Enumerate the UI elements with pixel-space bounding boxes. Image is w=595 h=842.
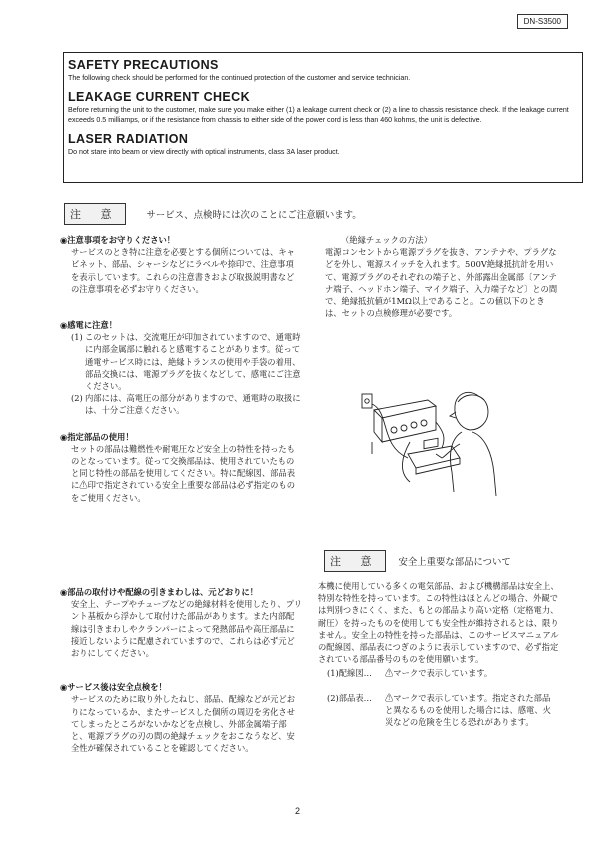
technician-illustration	[360, 372, 510, 500]
safety-precautions-text: The following check should be performed for the continued protection of the customer and service technician.	[68, 74, 411, 82]
left-column-top	[60, 234, 302, 504]
shock-item-2	[71, 392, 302, 416]
right-column-bottom	[318, 580, 562, 728]
insulation-check-title: （絶縁チェックの方法）	[341, 235, 433, 245]
laser-text: Do not stare into beam or view directly with optical instruments, class 3A laser product.	[68, 148, 340, 156]
mounting-title: ◉部品の取付けや配線の引きまわしは、元どおりに！	[60, 587, 259, 597]
inspection-body: サービスのために取り外したねじ、部品、配線などが元どおりになっているか、またサービスした個所の周辺を劣化させてしまったところがないかなどを点検し、外部金属端子部と、電源プラグの刃の間の絶縁チェックをおこなうなど、安全性が確保されていることを確認してください。	[71, 694, 296, 754]
shock-item-2-number: (2)	[71, 393, 83, 404]
wall-outlet	[362, 394, 372, 408]
important-parts-body: 本機に使用している多くの電気部品、および機構部品は安全上、特別な特性を持っています。この特性はほとんどの場合、外観では判別つきにくく、また、もとの部品より高い定格（定格電力、耐圧）を持ったものを使用しても安全性が維持されるとは、限りません。安全上の特性を持った部品は、このサービスマニュアルの配線図、部品表につぎのように表示していますので、必ず指定されている部品番号のものを使用願います。	[318, 581, 559, 665]
leakage-heading: LEAKAGE CURRENT CHECK	[68, 90, 251, 104]
safety-section	[68, 58, 578, 164]
important-parts-label: 注 意	[324, 550, 386, 572]
inspection-title: ◉サービス後は安全点検を！	[60, 682, 167, 693]
leakage-text: Before returning the unit to the customer, make sure you make either (1) a leakage current check or (2) a line to chassis resistance check. If the leakage current exceeds 0.5 milliamps, or if the resistance from chassis to either side of the power cord is less than 460 kohms, the unit is defective.	[68, 106, 569, 124]
person-head	[455, 392, 488, 430]
parts-list-text: ⚠マークで表示しています。指定された部品と異なるものを使用した場合には、感電、火災などの危険を生じる恐れがあります。	[385, 692, 551, 728]
shock-item-1	[71, 331, 302, 392]
parts-list-label: (2)部品表…	[327, 692, 372, 703]
safety-precautions-heading: SAFETY PRECAUTIONS	[68, 58, 219, 72]
wiring-diagram-note	[327, 667, 562, 679]
caution-body: サービスのとき特に注意を必要とする個所については、キャビネット、部品、シャーシなどにラベルや捺印で、注意事項を表示しています。これらの注意書きおよび取扱説明書などの注意事項を必ずお守りください。	[71, 247, 295, 294]
shock-item-1-number: (1)	[71, 332, 83, 343]
insulation-check-body: 電源コンセントから電源プラグを抜き、アンテナや、プラグなどを外し、電源スイッチを入れます。500V絶縁抵抗計を用いて、電源プラグのそれぞれの端子と、外部露出金属部〔アンテナ端子、ヘッドホン端子、マイク端子、入力端子など〕との間で、絶縁抵抗値が1MΩ以上であること。この値以下のときは、セットの点検修理が必要です。	[325, 247, 558, 319]
caution-title: ◉注意事項をお守りください！	[60, 235, 176, 245]
parts-title: ◉指定部品の使用！	[60, 431, 134, 442]
mounting-body: 安全上、テープやチューブなどの絶縁材料を使用したり、プリント基板から浮かして取付けた部品があります。また内部配線は引きまわしやクランパーによって発熱部品や高圧部品に接近しないように配慮されていますので、これらは必ず元どおりにしてください。	[71, 599, 302, 659]
notice-intro	[64, 203, 362, 225]
laser-heading: LASER RADIATION	[68, 132, 189, 146]
important-parts-heading	[324, 550, 511, 572]
wiring-diagram-label: (1)配線図…	[327, 668, 372, 679]
notice-text: サービス、点検時には次のことにご注意願います。	[146, 210, 362, 221]
shock-item-1-text: このセットは、交流電圧が印加されていますので、通電時に内部金属部に触れると感電することがあります。従って通電サービス時には、絶縁トランスの使用や手袋の着用、部品交換には、電源プラグを抜くなどして、感電にご注意ください。	[85, 332, 301, 392]
right-column-top	[325, 234, 558, 319]
notice-label: 注 意	[64, 203, 126, 225]
model-number: DN-S3500	[517, 14, 568, 29]
page-number: 2	[294, 806, 300, 816]
amplifier-front	[382, 406, 436, 442]
shock-title: ◉感電に注意！	[60, 320, 118, 331]
important-parts-title: 安全上重要な部品について	[398, 557, 511, 568]
amplifier-top	[374, 400, 436, 418]
parts-body: セットの部品は難燃性や耐電圧など安全上の特性を持ったものとなっています。従って交換部品は、使用されていたものと同じ特性の部品を使用してください。特に配線図、部品表に⚠印で指定されている安全上重要な部品は必ず指定のものをご使用ください。	[71, 443, 296, 503]
left-column-bottom	[60, 586, 302, 754]
parts-list-note	[327, 692, 562, 729]
shock-item-2-text: 内部には、高電圧の部分がありますので、通電時の取扱には、十分ご注意ください。	[85, 393, 301, 416]
wiring-diagram-text: ⚠マークで表示しています。	[385, 668, 493, 679]
